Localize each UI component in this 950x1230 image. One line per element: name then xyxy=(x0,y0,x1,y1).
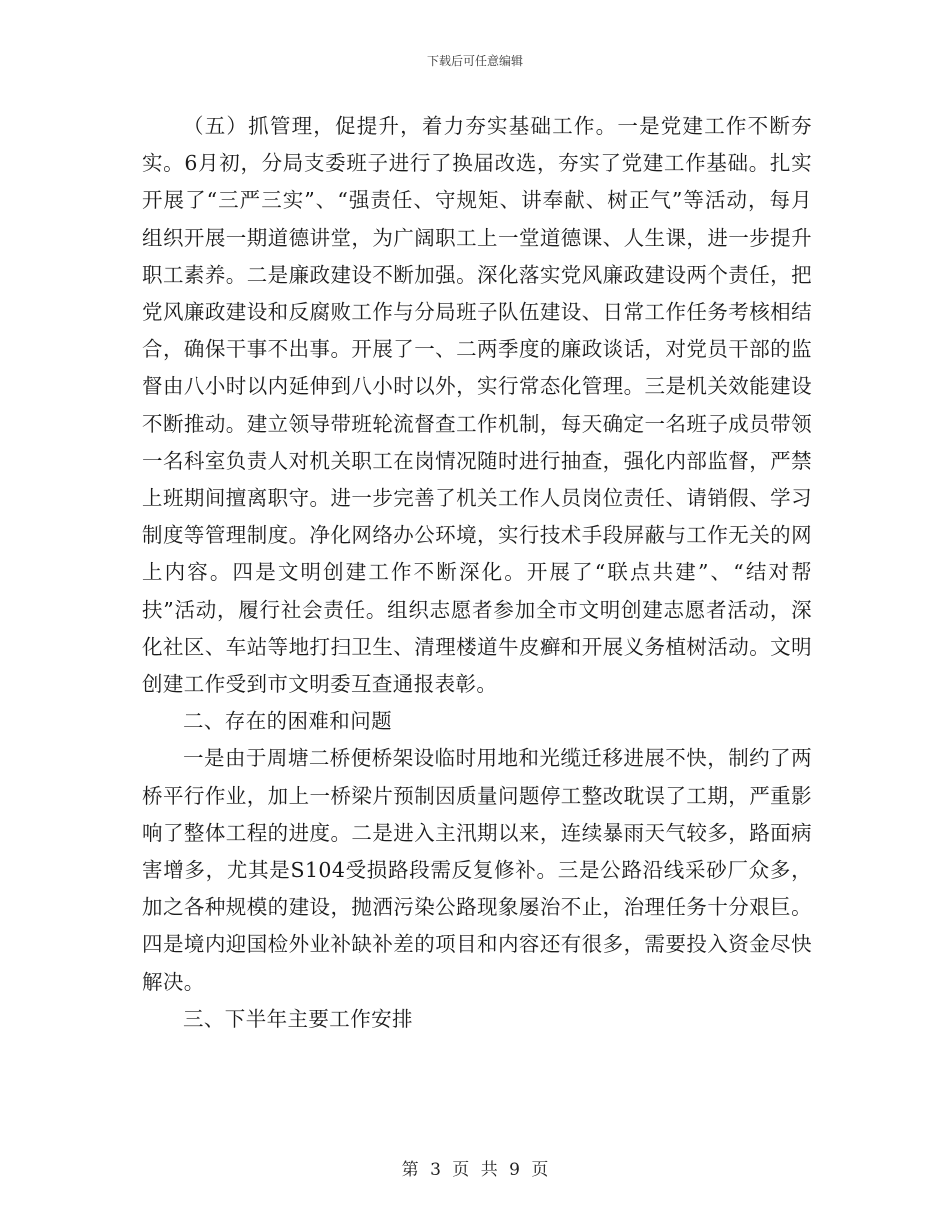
section-heading-problems: 二、存在的困难和问题 xyxy=(183,709,392,734)
page-number: 第 3 页 共 9 页 xyxy=(401,1160,549,1180)
paragraph-problems: 一是由于周塘二桥便桥架设临时用地和光缆迁移进展不快，制约了两桥平行作业，加上一桥梁片预制因质量问题停工整改耽误了工期，严重影响了整体工程的进度。二是进入主汛期以来，连续暴雨天气较多，路面病害增多，尤其是S104受损路段需反复修补。三是公路沿线采砂厂众多，加之各种规模的建设，抛洒污染公路现象屡治不止，治理任务十分艰巨。四是境内迎国检外业补缺补差的项目和内容还有很多，需要投入资金尽快解决。 xyxy=(142,746,812,994)
page-header-note: 下载后可任意编辑 xyxy=(426,54,523,68)
section-heading-plan: 三、下半年主要工作安排 xyxy=(183,1006,413,1031)
paragraph-management: （五）抓管理，促提升，着力夯实基础工作。一是党建工作不断夯实。6月初，分局支委班子进行了换届改选，夯实了党建工作基础。扎实开展了“三严三实”、“强责任、守规矩、讲奉献、树正气”等活动，每月组织开展一期道德讲堂，为广阔职工上一堂道德课、人生课，进一步提升职工素养。二是廉政建设不断加强。深化落实党风廉政建设两个责任，把党风廉政建设和反腐败工作与分局班子队伍建设、日常工作任务考核相结合，确保干事不出事。开展了一、二两季度的廉政谈话，对党员干部的监督由八小时以内延伸到八小时以外，实行常态化管理。三是机关效能建设不断推动。建立领导带班轮流督查工作机制，每天确定一名班子成员带领一名科室负责人对机关职工在岗情况随时进行抽查，强化内部监督，严禁上班期间擅离职守。进一步完善了机关工作人员岗位责任、请销假、学习制度等管理制度。净化网络办公环境，实行技术手段屏蔽与工作无关的网上内容。四是文明创建工作不断深化。开展了“联点共建”、“结对帮扶”活动，履行社会责任。组织志愿者参加全市文明创建志愿者活动，深化社区、车站等地打扫卫生、清理楼道牛皮癣和开展义务植树活动。文明创建工作受到市文明委互查通报表彰。 xyxy=(142,114,812,697)
document-body xyxy=(142,108,812,1038)
